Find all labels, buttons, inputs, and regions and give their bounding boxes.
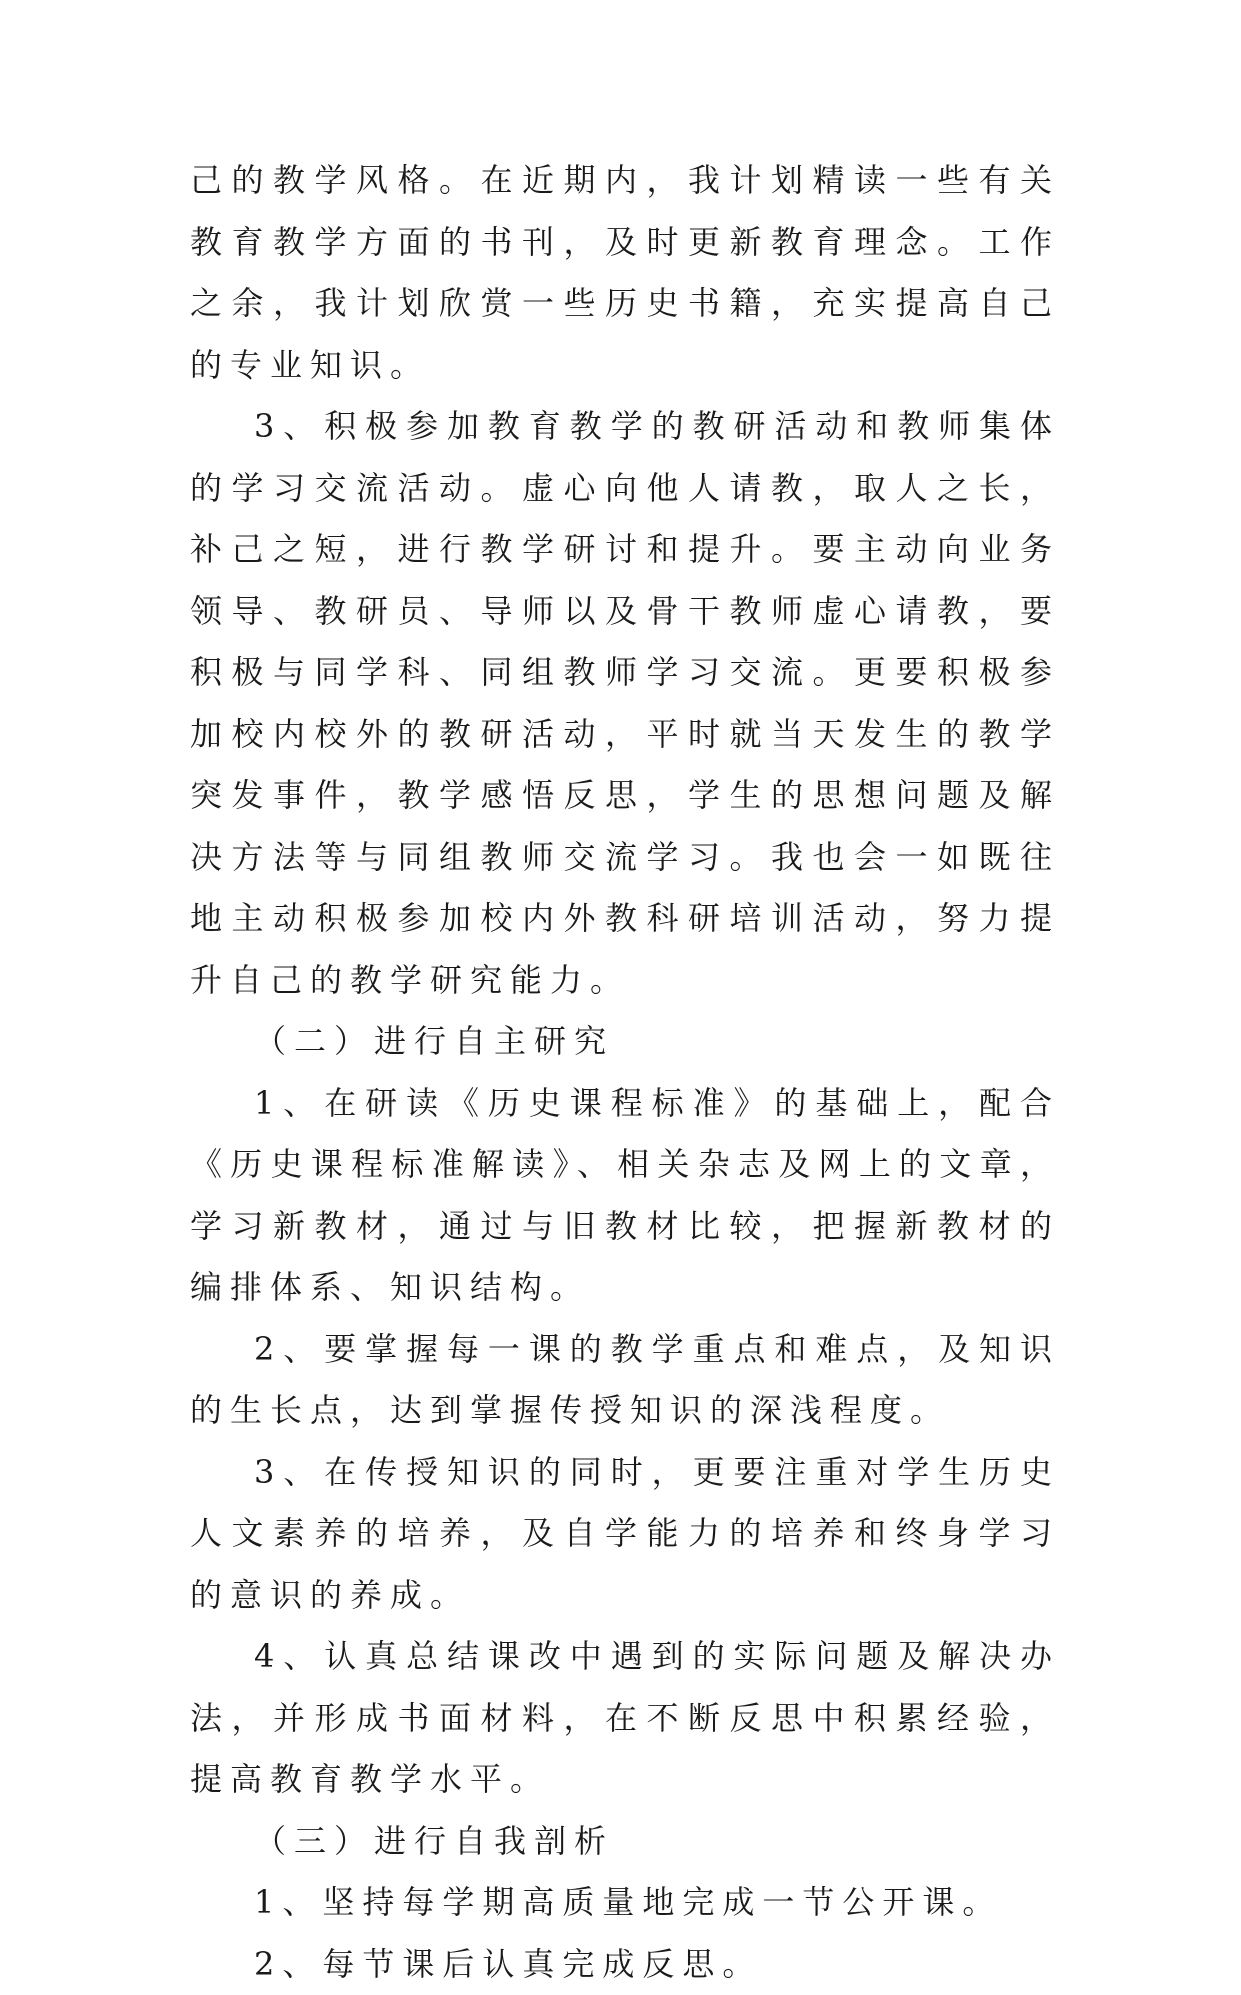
document-body xyxy=(190,150,1060,1995)
paragraph-item-2-key-points: 2、要掌握每一课的教学重点和难点，及知识的生长点，达到掌握传授知识的深浅程度。 xyxy=(190,1319,1060,1442)
paragraph-item-1-open-class: 1、坚持每学期高质量地完成一节公开课。 xyxy=(190,1872,1060,1934)
section-heading-2: （二）进行自主研究 xyxy=(190,1011,1060,1073)
paragraph-item-4-summary: 4、认真总结课改中遇到的实际问题及解决办法，并形成书面材料，在不断反思中积累经验，提高教育教学水平。 xyxy=(190,1626,1060,1811)
paragraph-item-1-curriculum: 1、在研读《历史课程标准》的基础上，配合《历史课程标准解读》、相关杂志及网上的文章，学习新教材，通过与旧教材比较，把握新教材的编排体系、知识结构。 xyxy=(190,1073,1060,1319)
paragraph-item-3-humanities: 3、在传授知识的同时，更要注重对学生历史人文素养的培养，及自学能力的培养和终身学习的意识的养成。 xyxy=(190,1442,1060,1627)
paragraph-continuation: 己的教学风格。在近期内，我计划精读一些有关教育教学方面的书刊，及时更新教育理念。工作之余，我计划欣赏一些历史书籍，充实提高自己的专业知识。 xyxy=(190,150,1060,396)
paragraph-item-2-reflection: 2、每节课后认真完成反思。 xyxy=(190,1934,1060,1995)
section-heading-3: （三）进行自我剖析 xyxy=(190,1811,1060,1873)
paragraph-item-3-teaching-research: 3、积极参加教育教学的教研活动和教师集体的学习交流活动。虚心向他人请教，取人之长，补己之短，进行教学研讨和提升。要主动向业务领导、教研员、导师以及骨干教师虚心请教，要积极与同学科、同组教师学习交流。更要积极参加校内校外的教研活动，平时就当天发生的教学突发事件，教学感悟反思，学生的思想问题及解决方法等与同组教师交流学习。我也会一如既往地主动积极参加校内外教科研培训活动，努力提升自己的教学研究能力。 xyxy=(190,396,1060,1011)
